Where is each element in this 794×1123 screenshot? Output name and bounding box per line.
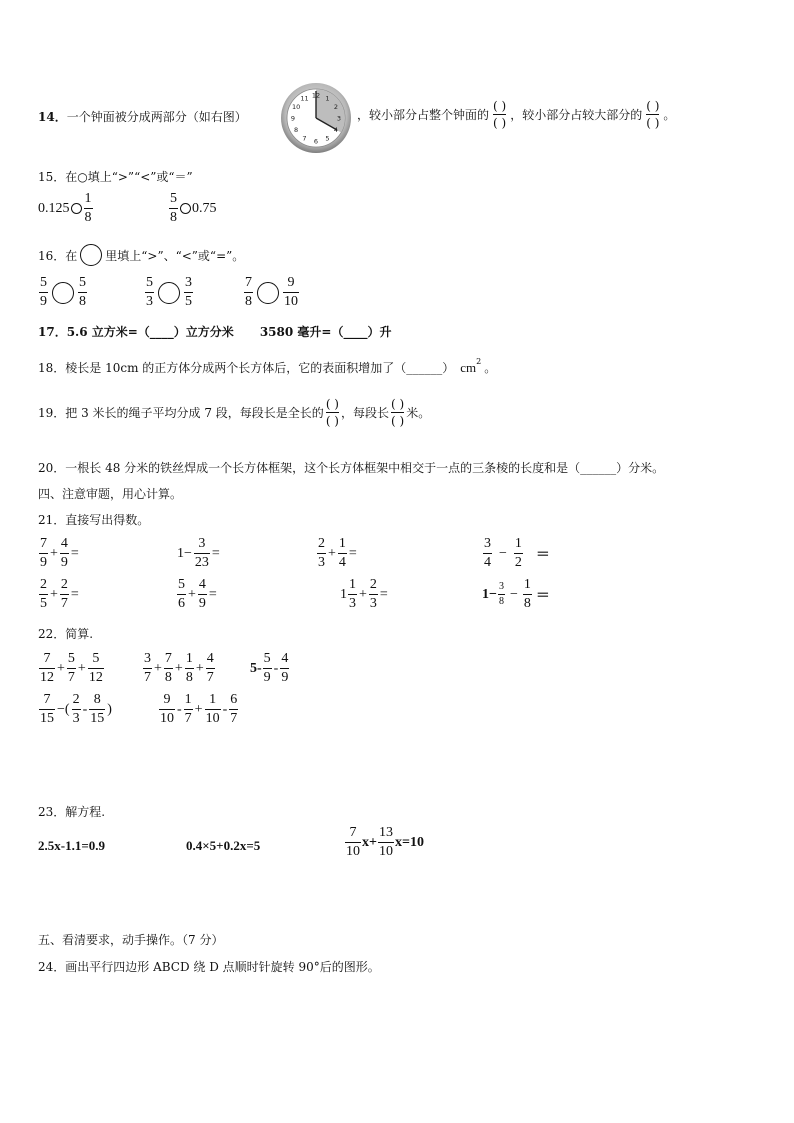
q15-title: 15．在○填上“>”“<”或“＝” xyxy=(38,170,193,184)
q21-r1-e2: 1− $\frac{3}{23}$ = xyxy=(177,536,220,570)
q19-fraction-blank-2: ( ) ( ) xyxy=(391,397,405,428)
q23-eq2: 0.4×5+0.2x=5 xyxy=(186,838,261,853)
clock-numeral: 5 xyxy=(325,134,330,143)
clock-numeral: 11 xyxy=(300,94,309,103)
clock-numeral: 4 xyxy=(333,126,338,134)
q20-line: 20．一根长 48 分米的铁丝焊成一个长方体框架，这个长方体框架中相交于一点的三条棱的长度和是（______）分米。 xyxy=(38,461,665,475)
q14-fraction-blank-2: ( ) ( ) xyxy=(646,99,660,130)
q17-line: 17．5.6 立方米=（____）立方分米 3580 毫升=（____）升 xyxy=(38,325,392,339)
clock-image xyxy=(280,82,352,154)
q14-line xyxy=(38,108,247,125)
q24-line: 24．画出平行四边形 ABCD 绕 D 点顺时针旋转 90°后的图形。 xyxy=(38,960,380,974)
q21-r2-e3: 1 $\frac{1}{3}$ + $\frac{2}{3}$ = xyxy=(340,577,388,611)
section-5-title: 五、看清要求，动手操作。（7 分） xyxy=(38,933,224,947)
q14-text-d: 。 xyxy=(663,108,676,122)
compare-circle[interactable] xyxy=(71,203,82,214)
section-4-title: 四、注意审题，用心计算。 xyxy=(38,487,183,501)
q15-item-a: 0.125 $\frac{1}{8}$ xyxy=(38,191,92,225)
q21-r1-e4: $\frac{3}{4}$ − $\frac{1}{2}$ ＝ xyxy=(484,536,550,570)
clock-numeral: 9 xyxy=(290,114,296,123)
q21-r1-e1: $\frac{7}{9}$ + $\frac{4}{9}$ = xyxy=(40,536,79,570)
q14-text-b: ，较小部分占整个钟面的 xyxy=(357,108,490,122)
q14-text-c: ，较小部分占较大部分的 xyxy=(510,108,643,122)
compare-circle[interactable] xyxy=(180,203,191,214)
q14-number: 14． xyxy=(38,110,67,124)
q21-r2-e1: $\frac{2}{5}$ + $\frac{2}{7}$ = xyxy=(40,577,79,611)
compare-circle[interactable] xyxy=(52,282,74,304)
q16-item-1: $\frac{5}{9}$ $\frac{5}{8}$ xyxy=(40,275,86,309)
clock-face xyxy=(280,82,352,154)
q22-e2: $\frac{3}{7}$ + $\frac{7}{8}$ + $\frac{1}{8}$ + $\frac{4}{7}$ xyxy=(144,651,214,685)
q19-line: 19．把 3 米长的绳子平均分成 7 段，每段长是全长的 ( ) ( ) ，每段长 ( ) ( ) 米。 xyxy=(38,397,431,428)
clock-numeral: 3 xyxy=(336,114,342,123)
clock-numeral: 8 xyxy=(294,126,299,134)
q18-line: 18．棱长是 10cm 的正方体分成两个长方体后，它的表面积增加了（______） cm 2 。 xyxy=(38,357,497,375)
clock-numeral: 2 xyxy=(333,103,338,111)
q23-eq3: $\frac{7}{10}$ x+ $\frac{13}{10}$ x=10 xyxy=(346,825,424,859)
q16-title: 16．在 里填上“>”、“<”或“=”。 xyxy=(38,244,244,266)
q23-title: 23．解方程. xyxy=(38,805,106,819)
q19-fraction-blank-1: ( ) ( ) xyxy=(325,397,339,428)
compare-circle[interactable] xyxy=(158,282,180,304)
q22-e4: $\frac{7}{15}$ −( $\frac{2}{3}$ - $\frac{8}{15}$ ) xyxy=(40,692,112,726)
clock-numeral: 1 xyxy=(325,94,330,103)
q21-r1-e3: $\frac{2}{3}$ + $\frac{1}{4}$ = xyxy=(318,536,357,570)
q22-e3: 5- $\frac{5}{9}$ - $\frac{4}{9}$ xyxy=(250,651,289,685)
answer-circle-icon xyxy=(80,244,102,266)
compare-circle[interactable] xyxy=(257,282,279,304)
q21-title: 21．直接写出得数。 xyxy=(38,513,150,527)
q21-r2-e4: 1− $\frac{3}{8}$ − $\frac{1}{8}$ ＝ xyxy=(482,577,550,611)
q16-item-3: $\frac{7}{8}$ $\frac{9}{10}$ xyxy=(245,275,298,309)
q22-e1: $\frac{7}{12}$ + $\frac{5}{7}$ + $\frac{5}{12}$ xyxy=(40,651,103,685)
q22-title: 22．简算. xyxy=(38,627,94,641)
q22-e5: $\frac{9}{10}$ - $\frac{1}{7}$ + $\frac{1}{10}$ - $\frac{6}{7}$ xyxy=(160,692,238,726)
q15-item-b: $\frac{5}{8}$ 0.75 xyxy=(170,191,217,225)
q16-item-2: $\frac{5}{3}$ $\frac{3}{5}$ xyxy=(146,275,192,309)
q14-text-a: 一个钟面被分成两部分（如右图） xyxy=(66,110,247,124)
q14-fraction-blank-1: ( ) ( ) xyxy=(493,99,507,130)
clock-numeral: 6 xyxy=(313,137,319,146)
q14-rest xyxy=(357,100,675,129)
q21-r2-e2: $\frac{5}{6}$ + $\frac{4}{9}$ = xyxy=(178,577,217,611)
q23-eq1: 2.5x-1.1=0.9 xyxy=(38,838,105,853)
clock-numeral: 12 xyxy=(311,91,321,100)
clock-numeral: 7 xyxy=(302,134,307,143)
clock-numeral: 10 xyxy=(291,103,301,111)
